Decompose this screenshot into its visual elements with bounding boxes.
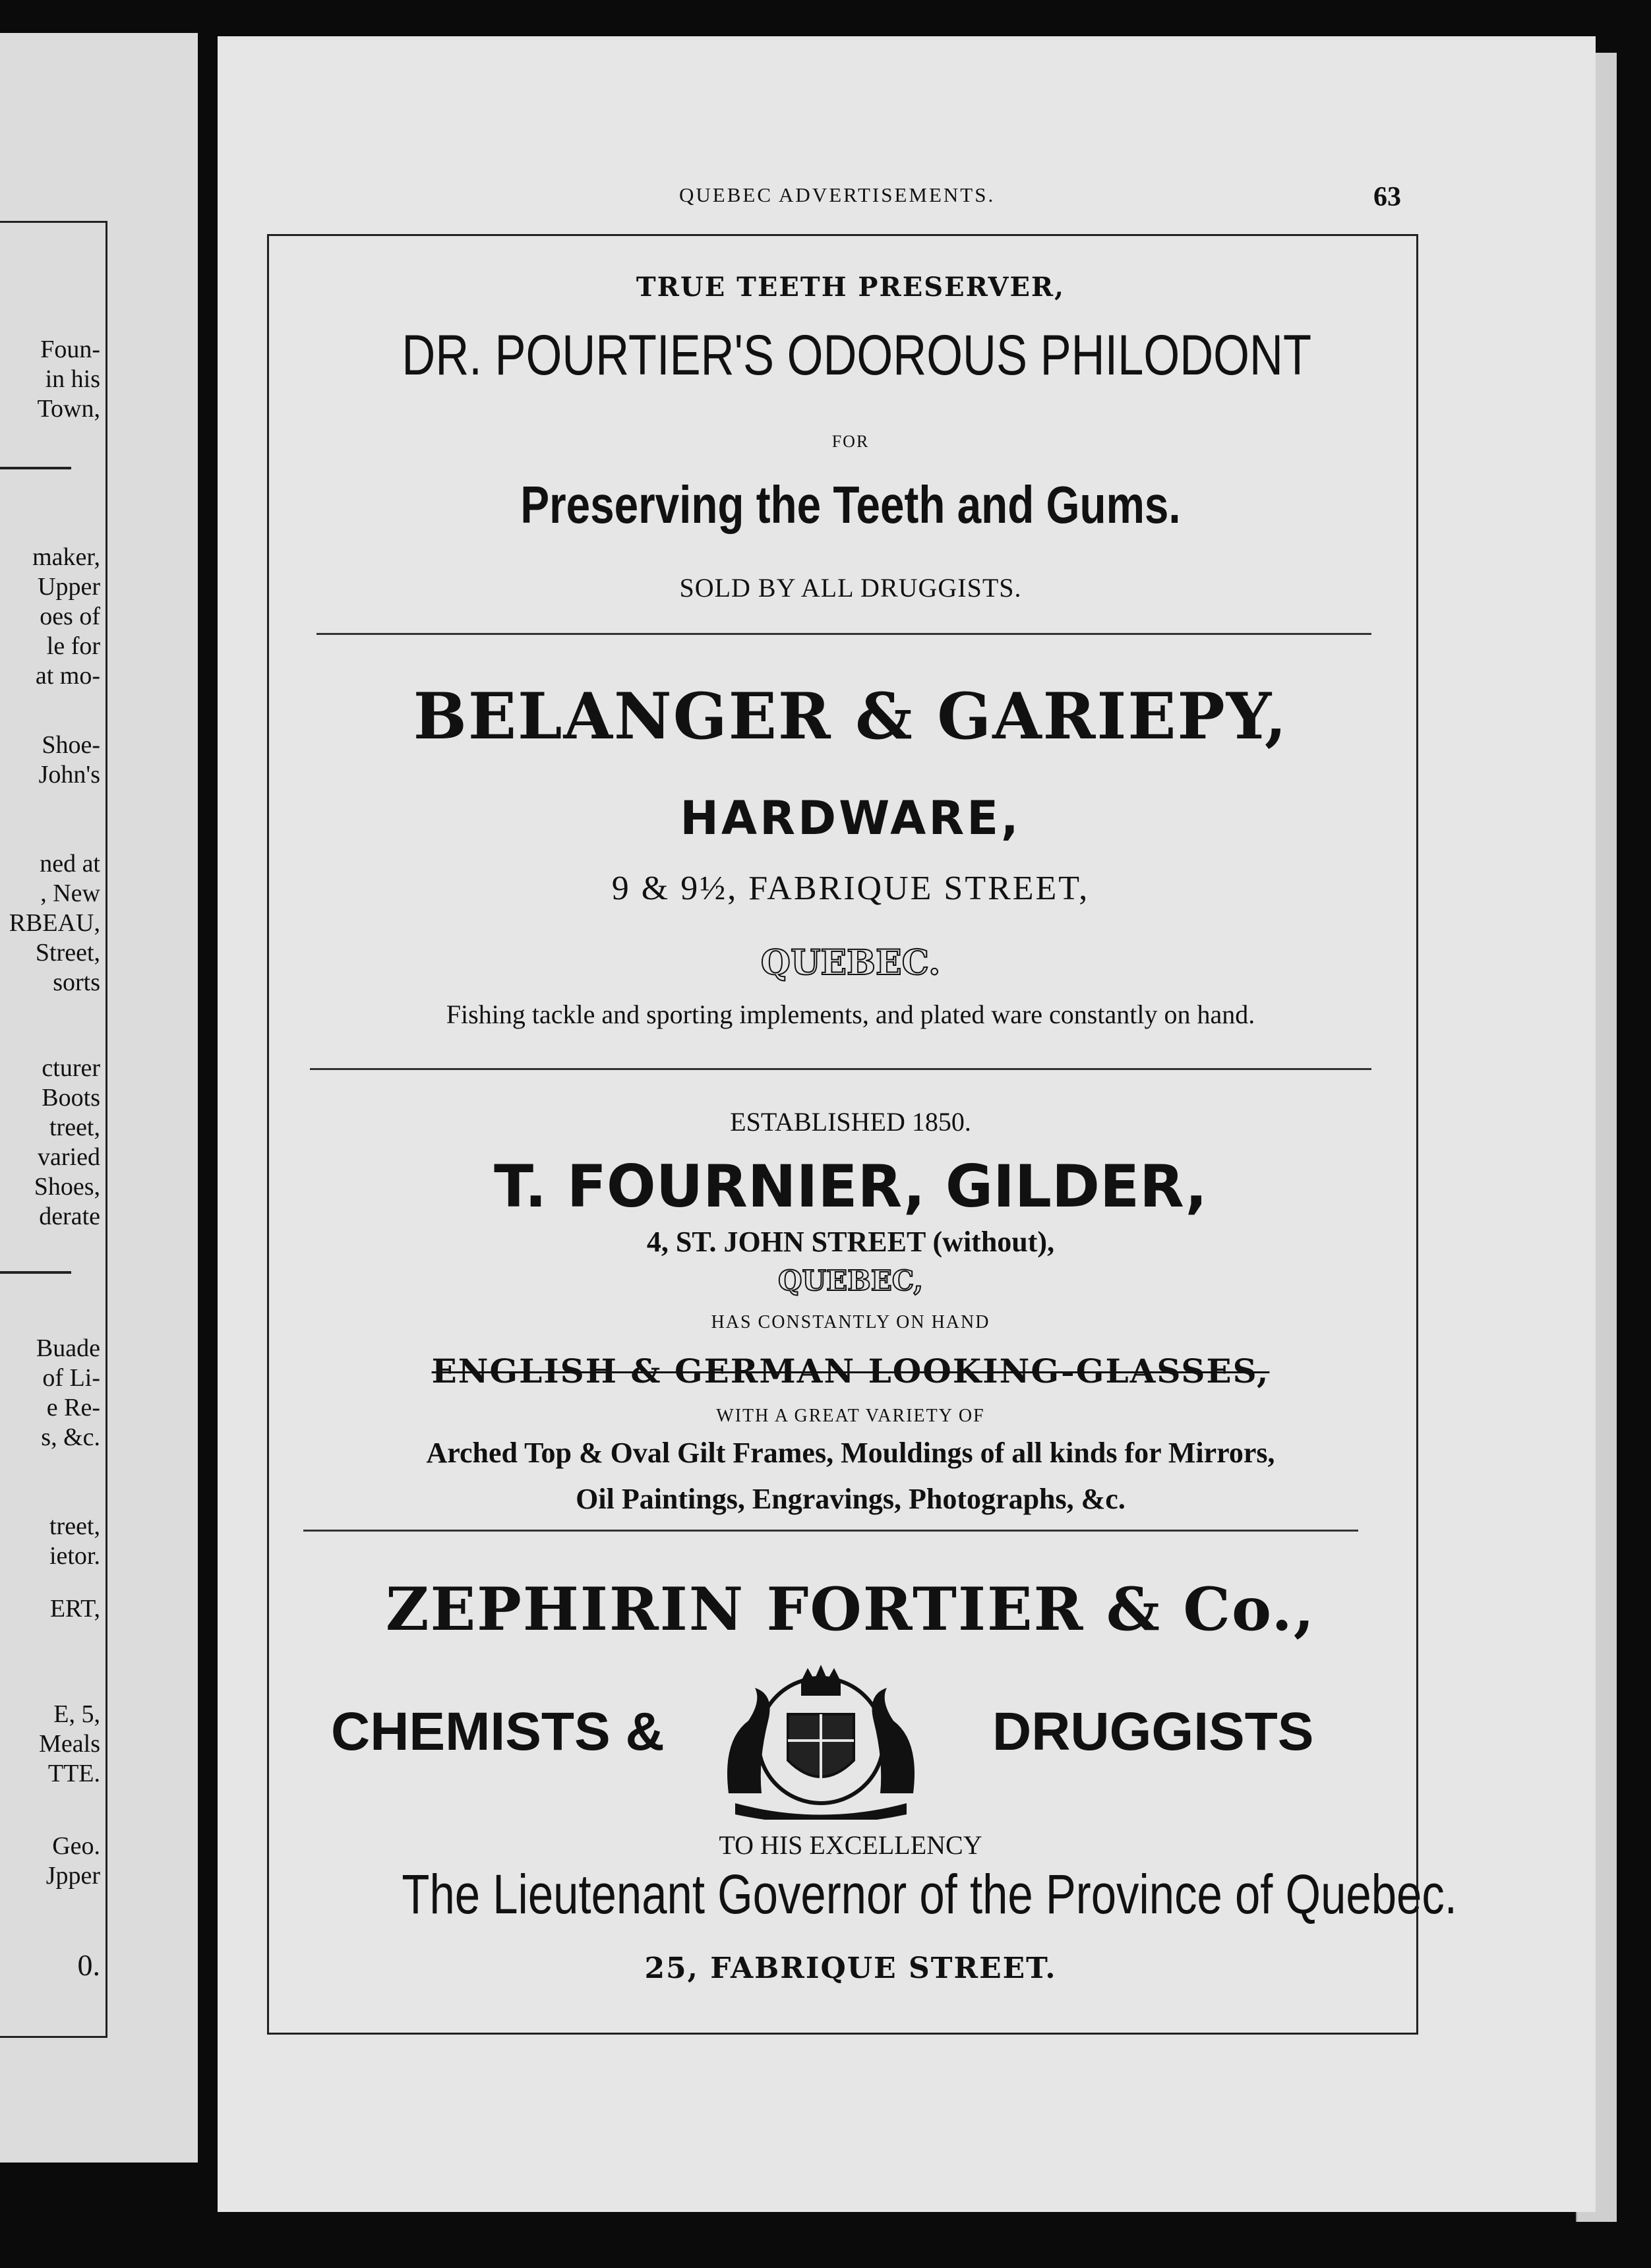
- facing-text: at mo-: [35, 662, 100, 690]
- ad3-goods: ENGLISH & GERMAN LOOKING-GLASSES,: [431, 1352, 1270, 1390]
- facing-page: [0, 33, 198, 2163]
- facing-text: treet,: [49, 1512, 100, 1540]
- ad4-right-word: DRUGGISTS: [992, 1702, 1314, 1762]
- ad1-purpose: Preserving the Teeth and Gums.: [520, 475, 1181, 534]
- facing-text: Foun-: [40, 336, 100, 363]
- facing-page-column: [0, 221, 107, 2038]
- running-head: QUEBEC ADVERTISEMENTS.: [679, 183, 996, 206]
- ad2-city: QUEBEC.: [760, 943, 941, 983]
- ad1-for: FOR: [831, 432, 870, 451]
- ad3-line2: Oil Paintings, Engravings, Photographs, &c.: [576, 1483, 1126, 1515]
- facing-text: TTE.: [47, 1760, 100, 1787]
- divider: [310, 1068, 1371, 1070]
- page-number: 63: [1373, 182, 1401, 212]
- facing-rule: [0, 1271, 71, 1274]
- facing-text: Jpper: [45, 1862, 100, 1890]
- facing-text: RBEAU,: [9, 909, 100, 937]
- ad2-trade: HARDWARE,: [680, 791, 1021, 845]
- facing-text: in his: [45, 365, 100, 393]
- ad3-variety: WITH A GREAT VARIETY OF: [716, 1406, 985, 1426]
- royal-coat-of-arms-icon: [709, 1661, 933, 1820]
- facing-text: Boots: [42, 1084, 100, 1112]
- ad3-constantly: HAS CONSTANTLY ON HAND: [711, 1312, 990, 1332]
- facing-text: varied: [38, 1143, 100, 1171]
- ad4-title: The Lieutenant Governor of the Province of Quebec.: [402, 1863, 1457, 1925]
- facing-text: ietor.: [49, 1542, 100, 1570]
- facing-text: le for: [46, 632, 100, 660]
- ad2-address: 9 & 9½, FABRIQUE STREET,: [611, 870, 1090, 907]
- facing-text: cturer: [42, 1054, 100, 1082]
- ad3-line1: Arched Top & Oval Gilt Frames, Mouldings of all kinds for Mirrors,: [426, 1437, 1275, 1469]
- facing-text: maker,: [32, 543, 100, 571]
- facing-text: oes of: [40, 603, 100, 630]
- facing-text: ned at: [40, 850, 100, 878]
- ad1-tagline: TRUE TEETH PRESERVER,: [636, 272, 1066, 303]
- facing-text: e Re-: [46, 1394, 100, 1421]
- ad3-city: QUEBEC,: [777, 1265, 924, 1297]
- ad4-name: ZEPHIRIN FORTIER & Co.,: [385, 1574, 1316, 1644]
- facing-text: of Li-: [42, 1364, 100, 1392]
- facing-text: Geo.: [52, 1832, 100, 1860]
- ad1-sold: SOLD BY ALL DRUGGISTS.: [679, 573, 1022, 603]
- facing-text: s, &c.: [41, 1423, 100, 1451]
- facing-text: 0.: [77, 1950, 100, 1980]
- ad1-product: DR. POURTIER'S ODOROUS PHILODONT: [402, 324, 1312, 387]
- ad4-left-word: CHEMISTS &: [331, 1702, 665, 1762]
- facing-text: treet,: [49, 1114, 100, 1141]
- facing-text: sorts: [53, 969, 100, 996]
- facing-text: derate: [39, 1203, 100, 1230]
- facing-text: E, 5,: [53, 1700, 100, 1728]
- facing-text: Buade: [36, 1334, 100, 1362]
- ad3-address: 4, ST. JOHN STREET (without),: [646, 1226, 1055, 1258]
- ad2-name: BELANGER & GARIEPY,: [413, 679, 1288, 754]
- divider: [303, 1530, 1358, 1532]
- facing-text: Shoes,: [34, 1173, 100, 1201]
- facing-rule: [0, 467, 71, 469]
- ad3-name: T. FOURNIER, GILDER,: [494, 1152, 1207, 1220]
- ad3-established: ESTABLISHED 1850.: [730, 1107, 971, 1137]
- facing-text: ERT,: [49, 1595, 100, 1623]
- facing-text: Meals: [39, 1730, 100, 1758]
- facing-text: Street,: [35, 939, 100, 967]
- ad4-address: 25, FABRIQUE STREET.: [644, 1952, 1057, 1985]
- facing-text: , New: [40, 880, 100, 907]
- ad4-to: TO HIS EXCELLENCY: [719, 1830, 982, 1860]
- divider: [316, 633, 1371, 635]
- ad2-description: Fishing tackle and sporting implements, and plated ware constantly on hand.: [446, 1000, 1255, 1029]
- facing-text: Shoe-: [42, 731, 100, 759]
- facing-text: John's: [38, 761, 100, 789]
- facing-text: Upper: [38, 573, 100, 601]
- facing-text: Town,: [37, 395, 100, 423]
